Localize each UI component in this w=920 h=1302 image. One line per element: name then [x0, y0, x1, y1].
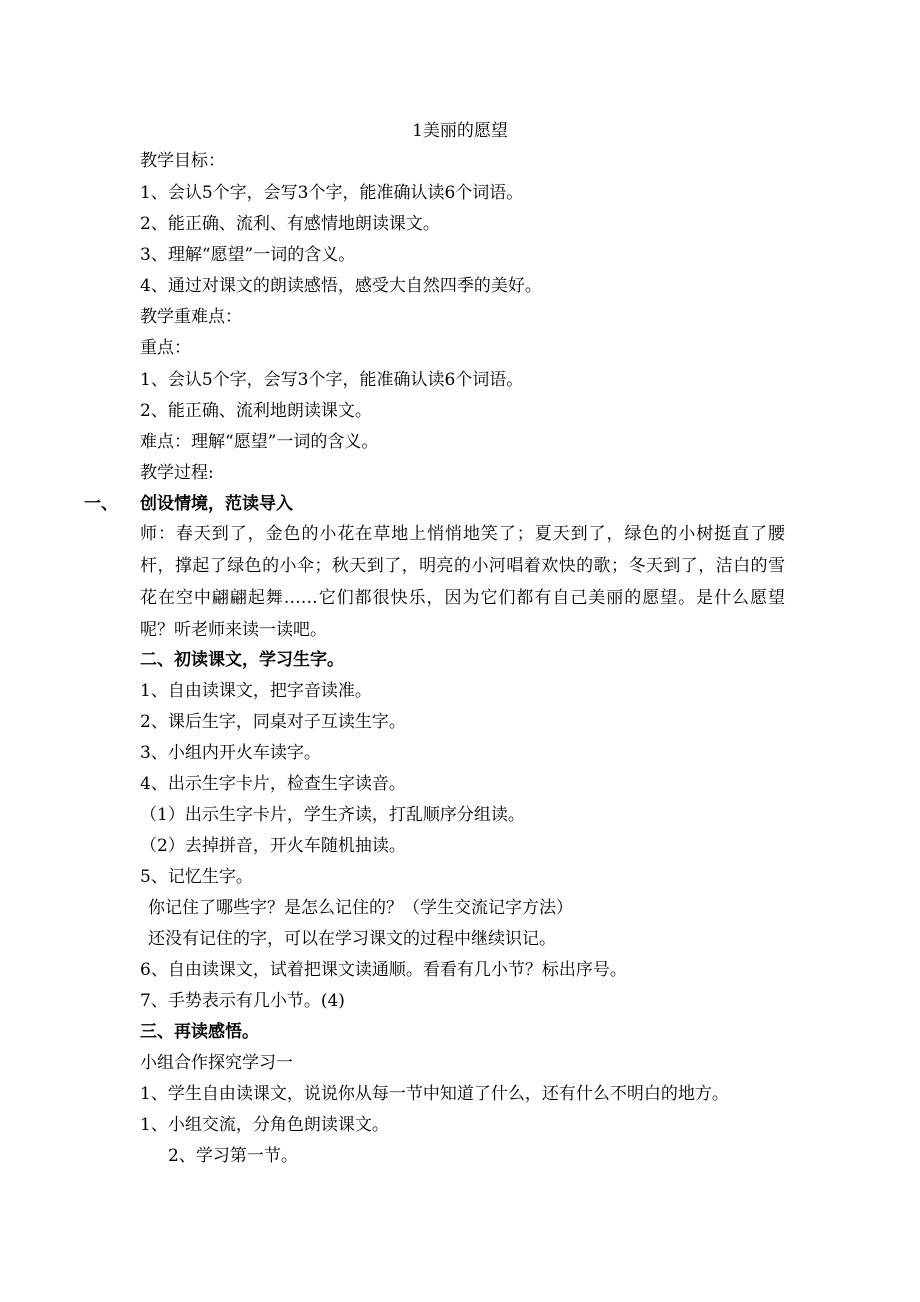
section1-title: 创设情境，范读导入: [140, 494, 293, 514]
key-points-heading: 教学重难点：: [140, 307, 242, 327]
document-title: 1美丽的愿望: [412, 121, 508, 141]
section2-note: 你记住了哪些字？是怎么记住的？（学生交流记字方法）: [148, 898, 573, 918]
section2-item: 5、记忆生字。: [140, 867, 253, 887]
section2-item: 4、出示生字卡片，检查生字读音。: [140, 774, 406, 794]
key-point-item: 1、会认5个字，会写3个字，能准确认读6个词语。: [140, 370, 524, 390]
key-label: 重点：: [140, 338, 191, 358]
objective-item: 1、会认5个字，会写3个字，能准确认读6个词语。: [140, 183, 524, 203]
key-point-item: 2、能正确、流利地朗读课文。: [140, 401, 372, 421]
section2-item: 2、课后生字，同桌对子互读生字。: [140, 712, 406, 732]
section3-item: 小组合作探究学习一: [140, 1053, 293, 1073]
section2-title: 二、初读课文，学习生字。: [140, 650, 344, 670]
section3-title: 三、再读感悟。: [140, 1022, 259, 1042]
section2-item: 7、手势表示有几小节。(4): [140, 991, 345, 1011]
objectives-heading: 教学目标：: [140, 151, 225, 171]
section3-item: 1、学生自由读课文，说说你从每一节中知道了什么，还有什么不明白的地方。: [140, 1084, 729, 1104]
objective-item: 3、理解“愿望”一词的含义。: [140, 245, 356, 265]
process-heading: 教学过程:: [140, 463, 214, 483]
section2-note: 还没有记住的字，可以在学习课文的过程中继续识记。: [148, 929, 556, 949]
section3-item: 1、小组交流，分角色朗读课文。: [140, 1115, 389, 1135]
section2-subitem: （1）出示生字卡片，学生齐读，打乱顺序分组读。: [140, 805, 525, 825]
section1-number: 一、: [84, 494, 118, 514]
section2-item: 1、自由读课文，把字音读准。: [140, 681, 372, 701]
section2-item: 3、小组内开火车读字。: [140, 743, 321, 763]
section2-subitem: （2）去掉拼音，开火车随机抽读。: [140, 836, 406, 856]
section2-item: 6、自由读课文，试着把课文读通顺。看看有几小节？标出序号。: [140, 960, 627, 980]
section1-paragraph: 师：春天到了，金色的小花在草地上悄悄地笑了；夏天到了，绿色的小树挺直了腰杆，撑起了绿色的小伞；秋天到了，明亮的小河唱着欢快的歌；冬天到了，洁白的雪花在空中翩翩起舞……它们都很快乐，因为它们都有自己美丽的愿望。是什么愿望呢？听老师来读一读吧。: [140, 524, 785, 640]
objective-item: 4、通过对课文的朗读感悟，感受大自然四季的美好。: [140, 276, 542, 296]
section3-item: 2、学习第一节。: [168, 1146, 298, 1166]
difficulty-line: 难点：理解“愿望”一词的含义。: [140, 432, 379, 452]
objective-item: 2、能正确、流利、有感情地朗读课文。: [140, 214, 440, 234]
